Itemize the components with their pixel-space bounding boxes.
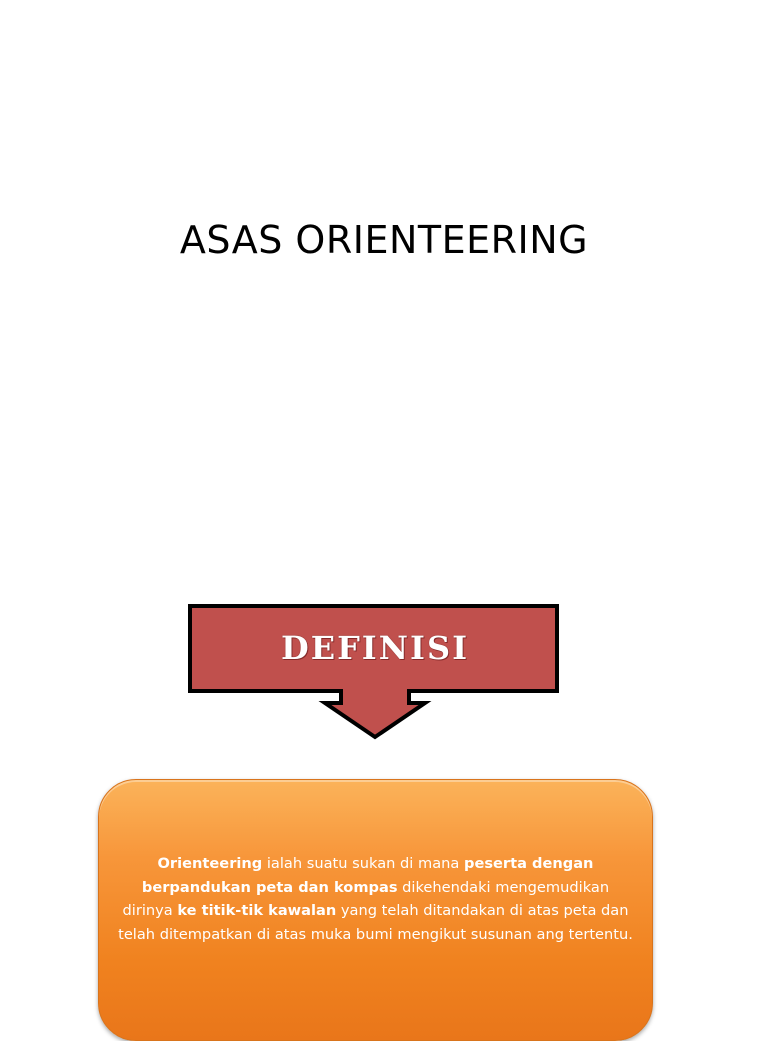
definition-text-part: yang telah ditandakan di atas peta dan telah ditempatkan di atas muka bumi mengikut susunan ang tertentu.: [118, 902, 633, 943]
term-orienteering: Orienteering: [157, 855, 263, 872]
definition-emphasis: ke titik-tik kawalan: [177, 902, 337, 919]
callout-label: DEFINISI: [280, 629, 470, 667]
definition-box: [98, 779, 653, 1041]
page-title: ASAS ORIENTEERING: [179, 218, 589, 262]
down-arrow-callout-shape: [187, 603, 563, 743]
definition-emphasis: peserta dengan berpandukan peta dan kompas: [141, 855, 594, 896]
definition-text-part: dikehendaki mengemudikan dirinya: [122, 878, 610, 919]
definisi-callout: [187, 603, 563, 743]
definition-text-part: ialah suatu sukan di mana: [262, 855, 464, 872]
definition-text: [117, 852, 634, 946]
